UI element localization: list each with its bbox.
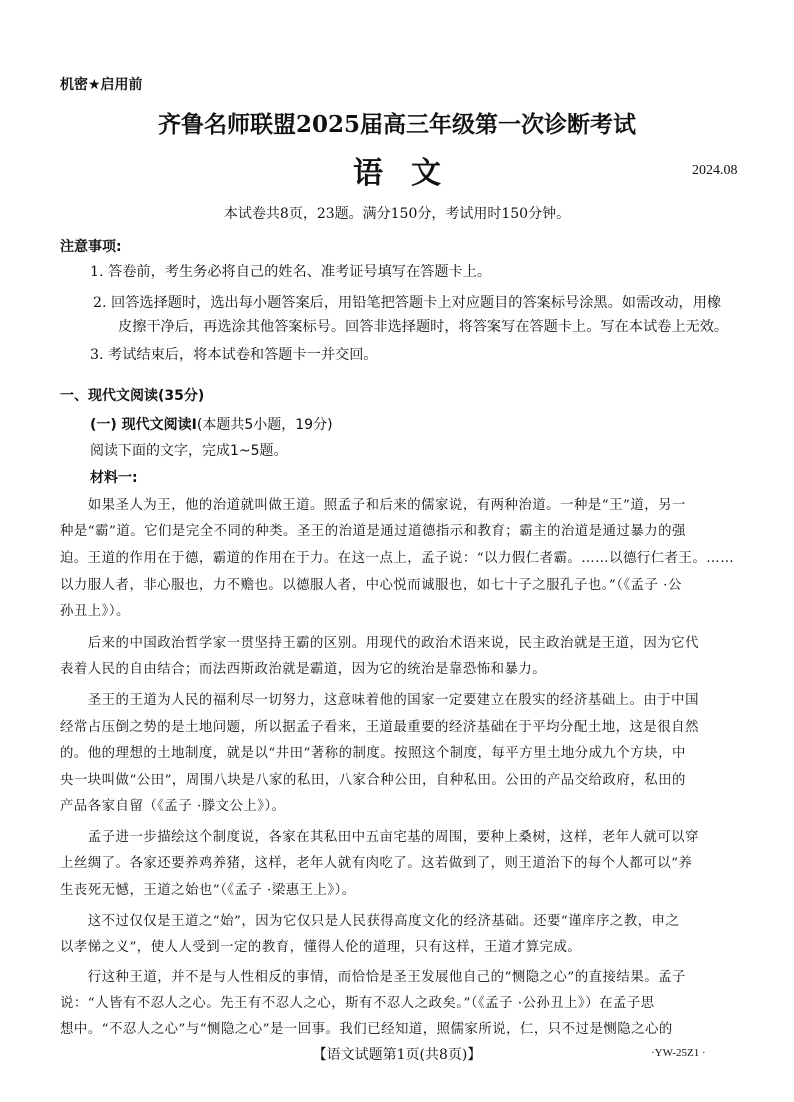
body-line: 行这种王道，并不是与人性相反的事情，而恰恰是圣王发展他自己的“恻隐之心”的直接结果。孟子 (60, 970, 686, 985)
body-line: 生丧死无憾，王道之始也”（《孟子 ·梁惠王上》）。 (60, 883, 356, 898)
body-line: 表着人民的自由结合；而法西斯政治就是霸道，因为它的统治是靠恐怖和暴力。 (60, 662, 547, 677)
subsection-heading (90, 414, 333, 434)
page-footer: 【语文试题第1页(共8页)】 (312, 1047, 482, 1063)
body-line: 圣王的王道为人民的福利尽一切努力，这意味着他的国家一定要建立在殷实的经济基础上。由于中国 (60, 693, 699, 708)
body-line: 以孝悌之义”，使人人受到一定的教育，懂得人伦的道理，只有这样，王道才算完成。 (60, 940, 582, 955)
body-line: 孙丑上》）。 (60, 604, 130, 619)
body-line: 后来的中国政治哲学家一贯坚持王霸的区别。用现代的政治术语来说，民主政治就是王道，因为它代 (60, 636, 699, 651)
body-line: 央一块叫做“公田”，周围八块是八家的私田，八家合种公田，自种私田。公田的产品交给政府，私田的 (60, 773, 686, 788)
subsection-title: (一) 现代文阅读Ⅰ (90, 417, 197, 433)
body-line: 想中。“不忍人之心”与“恻隐之心”是一回事。我们已经知道，照儒家所说，仁，只不过是恻隐之心的 (60, 1022, 673, 1037)
body-line: 孟子进一步描绘这个制度说，各家在其私田中五亩宅基的周围，要种上桑树，这样，老年人就可以穿 (60, 830, 699, 845)
notice-item-1: 1. 答卷前，考生务必将自己的姓名、准考证号填写在答题卡上。 (90, 264, 492, 280)
body-line: 说：“人皆有不忍人之心。先王有不忍人之心，斯有不忍人之政矣。”（《孟子 ·公孙丑上》）在孟子思 (60, 996, 655, 1011)
subsection-detail: (本题共5小题，19分) (196, 417, 333, 433)
notice-item-2-line-2: 皮擦干净后，再选涂其他答案标号。回答非选择题时，将答案写在答题卡上。写在本试卷上无效。 (118, 319, 729, 335)
section-heading: 一、现代文阅读(35分) (60, 388, 205, 404)
body-line: 种是“霸”道。它们是完全不同的种类。圣王的治道是通过道德指示和教育；霸主的治道是通过暴力的强 (60, 524, 686, 539)
exam-info: 本试卷共8页，23题。满分150分，考试用时150分钟。 (223, 206, 571, 222)
confidential-label: 机密★启用前 (60, 77, 143, 93)
body-line: 上丝绸了。各家还要养鸡养猪，这样，老年人就有肉吃了。这若做到了，则王道治下的每个人都可以“养 (60, 856, 693, 871)
notice-item-2-line-1: 2. 回答选择题时，选出每小题答案后，用铅笔把答题卡上对应题目的答案标号涂黑。如需改动，用橡 (93, 295, 722, 311)
body-line: 迫。王道的作用在于德，霸道的作用在于力。在这一点上，孟子说：“以力假仁者霸。……以德行仁者王。…… (60, 551, 735, 566)
body-line: 产品各家自留（《孟子 ·滕文公上》）。 (60, 799, 286, 814)
exam-title: 齐鲁名师联盟2025届高三年级第一次诊断考试 (157, 111, 636, 138)
exam-date: 2024.08 (692, 163, 738, 178)
notice-heading: 注意事项: (60, 239, 122, 255)
body-line: 如果圣人为王，他的治道就叫做王道。照孟子和后来的儒家说，有两种治道。一种是“王”道，另一 (60, 498, 686, 513)
body-line: 经常占压倒之势的是土地问题，所以据孟子看来，王道最重要的经济基础在于平均分配土地，这是很自然 (60, 720, 699, 735)
notice-item-3: 3. 考试结束后，将本试卷和答题卡一并交回。 (90, 347, 378, 363)
reading-instruction: 阅读下面的文字，完成1~5题。 (90, 443, 288, 459)
subject-title: 语文 (353, 156, 469, 191)
material-label: 材料一: (90, 470, 138, 486)
body-line: 以力服人者，非心服也，力不赡也。以德服人者，中心悦而诚服也，如七十子之服孔子也。”（《孟子 ·公 (60, 578, 682, 593)
body-line: 这不过仅仅是王道之“始”，因为它仅只是人民获得高度文化的经济基础。还要“谨庠序之教，申之 (60, 914, 680, 929)
paper-code: ·YW-25Z1 · (651, 1047, 706, 1059)
body-line: 的。他的理想的土地制度，就是以“井田”著称的制度。按照这个制度，每平方里土地分成九个方块，中 (60, 746, 686, 761)
